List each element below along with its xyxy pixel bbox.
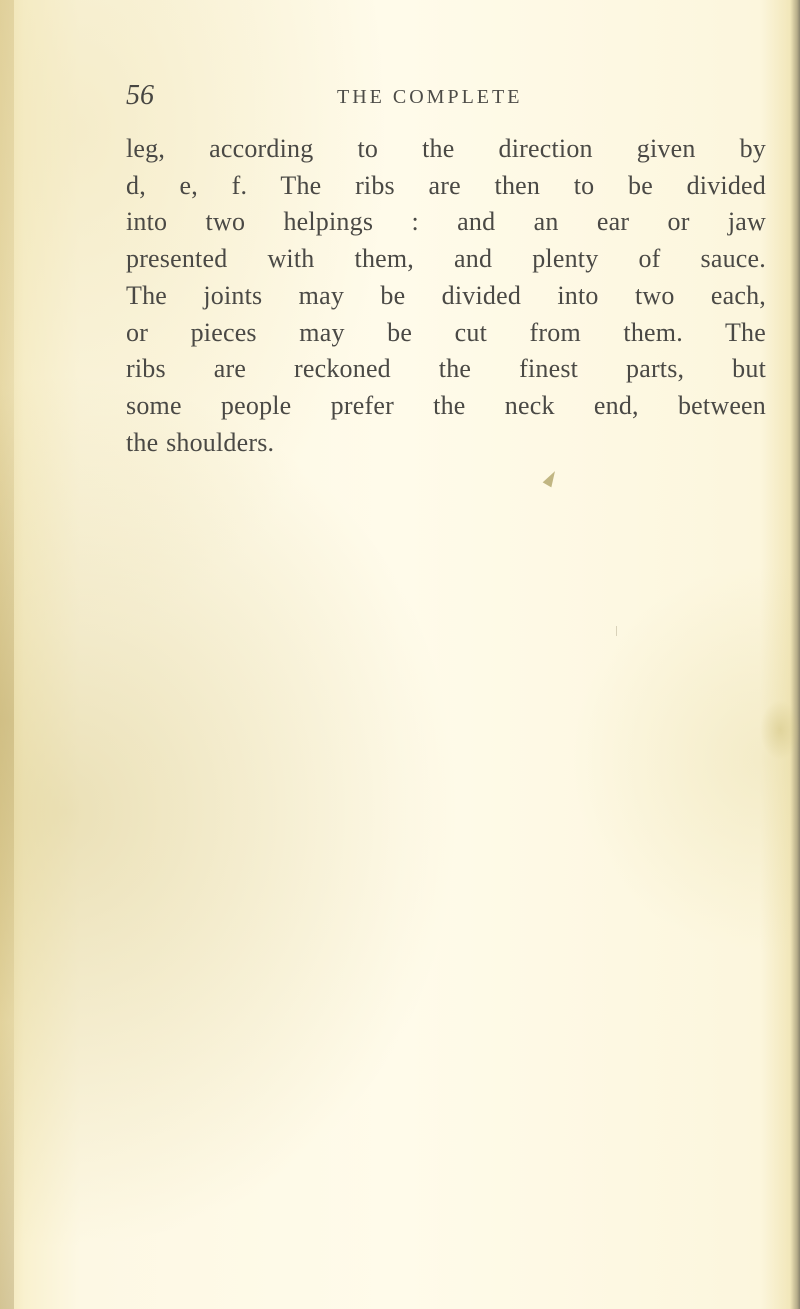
text-line: presented with them, and plenty of sauce. — [126, 244, 766, 274]
page-edge-right — [790, 0, 800, 1309]
page-edge-left — [0, 0, 14, 1309]
text-line: The joints may be divided into two each, — [126, 280, 766, 310]
text-line: ribs are reckoned the finest parts, but — [126, 354, 766, 384]
text-line: or pieces may be cut from them. The — [126, 317, 766, 347]
text-line: the shoulders. — [126, 427, 275, 457]
text-line: into two helpings : and an ear or jaw — [126, 207, 766, 237]
text-line: leg, according to the direction given by — [126, 134, 766, 163]
text-line: some people prefer the neck end, between — [126, 390, 766, 420]
ink-fleck — [543, 469, 560, 488]
running-head: THE COMPLETE — [337, 86, 523, 108]
page-header — [126, 80, 762, 114]
text-line: d, e, f. The ribs are then to be divided — [126, 170, 766, 200]
body-paragraph — [126, 131, 766, 461]
paper-mark — [616, 626, 617, 636]
page-number: 56 — [126, 80, 154, 111]
paper-stain — [760, 700, 800, 760]
